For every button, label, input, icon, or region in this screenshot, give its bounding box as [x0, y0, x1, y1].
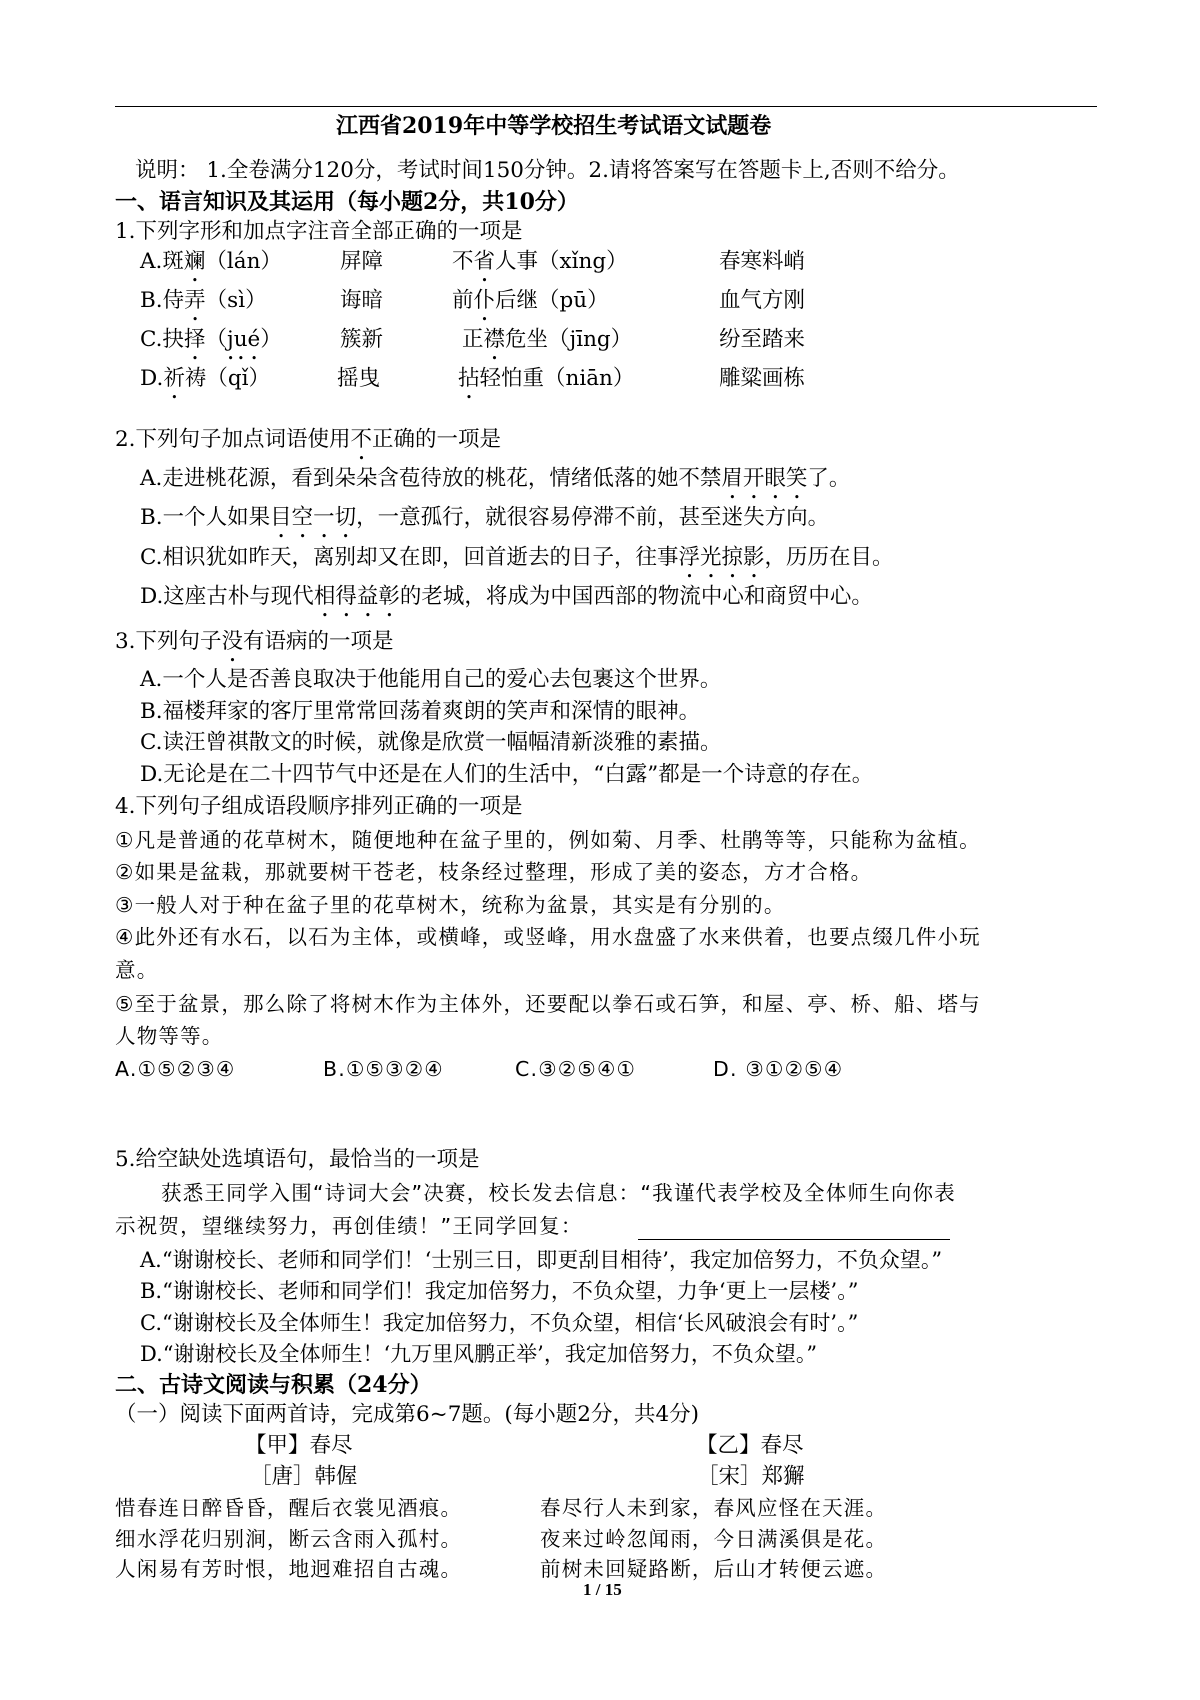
q1-stem: 1.下列字形和加点字注音全部正确的一项是	[115, 219, 523, 244]
q1-c-word4: 纷至踏来	[719, 327, 806, 352]
q5-passage-line-1: 获悉王同学入围“诗词大会”决赛，校长发去信息：“我谨代表学校及全体师生向你表	[161, 1181, 956, 1205]
q1b3-dotted: 仆	[473, 288, 496, 313]
q5-passage-line-2: 示祝贺，望继续努力，再创佳绩！”王同学回复：	[115, 1214, 583, 1238]
q3-option-d: D.无论是在二十四节气中还是在人们的生活中，“白露”都是一个诗意的存在。	[140, 762, 874, 787]
poem-b-title: 【乙】春尽	[696, 1433, 804, 1458]
q1c3-post: 危坐（jīng）	[505, 327, 633, 352]
q2a-post: 了。	[807, 466, 851, 491]
q1-option-b	[140, 286, 267, 326]
q1b-dotted: 弄	[184, 288, 206, 313]
header-rule	[115, 106, 1097, 107]
q1d3-dotted: 拈	[458, 366, 480, 391]
q5-stem: 5.给空缺处选填语句，最恰当的一项是	[115, 1147, 480, 1172]
q1a-post: （lán）	[205, 249, 282, 274]
q1a3-dotted: 省	[473, 249, 496, 274]
q3-option-a: A.一个人是否善良取决于他能用自己的爱心去包裹这个世界。	[140, 667, 722, 692]
poem-a-title: 【甲】春尽	[245, 1433, 353, 1458]
q4-sentence-2: ②如果是盆栽，那就要树干苍老，枝条经过整理，形成了美的姿态，方才合格。	[115, 860, 873, 884]
q1-d-word4: 雕粱画栋	[719, 366, 806, 391]
q1-c-word2: 簇新	[340, 327, 384, 352]
q2d-dotted: 相得益彰	[313, 584, 400, 609]
q4-sentence-4-cont: 意。	[115, 958, 159, 982]
poem-b-line-3: 前树未回疑路断，后山才转便云遮。	[540, 1557, 888, 1581]
poem-b-line-2: 夜来过岭忽闻雨，今日满溪俱是花。	[540, 1527, 888, 1551]
section-heading-2: 二、古诗文阅读与积累（24分）	[115, 1372, 432, 1398]
q3-option-c: C.读汪曾祺散文的时候，就像是欣赏一幅幅清新淡雅的素描。	[140, 730, 722, 755]
q5-option-b: B.“谢谢校长、老师和同学们！我定加倍努力，不负众望，力争‘更上一层楼’。”	[140, 1279, 859, 1303]
q2c-dotted: 浮光掠影	[678, 545, 765, 570]
poem-a-line-1: 惜春连日醉昏昏，醒后衣裳见酒痕。	[115, 1496, 463, 1520]
q4-stem: 4.下列句子组成语段顺序排列正确的一项是	[115, 794, 523, 819]
q1-b-word4: 血气方刚	[719, 288, 806, 313]
q4-option-c: C.③②⑤④①	[515, 1057, 637, 1081]
q4-option-b: B.①⑤③②④	[323, 1057, 444, 1081]
q3-option-b: B.福楼拜家的客厅里常常回荡着爽朗的笑声和深情的眼神。	[140, 699, 701, 724]
q2-option-a	[140, 464, 850, 504]
q1a-pre: A.斑	[140, 249, 184, 274]
q1c-pre: C.抉	[140, 327, 185, 352]
part2-sub-heading: （一）阅读下面两首诗，完成第6~7题。(每小题2分，共4分)	[115, 1402, 700, 1427]
q2c-pre: C.相识犹如昨天，离别却又在即，回首逝去的日子，往事	[140, 545, 679, 570]
poem-a-line-3: 人闲易有芳时恨，地迥难招自古魂。	[115, 1557, 463, 1581]
q4-sentence-5: ⑤至于盆景，那么除了将树木作为主体外，还要配以拳石或石笋，和屋、亭、桥、船、塔与	[115, 992, 981, 1016]
q2-stem	[115, 425, 501, 465]
q4-sentence-1: ①凡是普通的花草树木，随便地种在盆子里的，例如菊、月季、杜鹃等等，只能称为盆植。	[115, 828, 981, 852]
q5-option-a: A.“谢谢校长、老师和同学们！‘士别三日，即更刮目相待’，我定加倍努力，不负众望。”	[140, 1248, 943, 1272]
q2a-dotted: 眉开眼笑	[721, 466, 808, 491]
q5-answer-blank	[638, 1239, 950, 1240]
q1-a-word3	[452, 247, 628, 287]
q4-option-a: A.①⑤②③④	[115, 1057, 236, 1081]
q1c3-pre: 正	[462, 327, 484, 352]
q1a3-pre: 不	[452, 249, 474, 274]
q2d-post: 的老城，将成为中国西部的物流中心和商贸中心。	[399, 584, 873, 609]
q2c-post: ，历历在目。	[764, 545, 894, 570]
q1a3-post: 人事（xǐng）	[495, 249, 628, 274]
poem-a-author: ［唐］韩偓	[250, 1464, 358, 1489]
q1d-post: 祷（qǐ）	[184, 366, 270, 391]
poem-a-line-2: 细水浮花归别涧，断云含雨入孤村。	[115, 1527, 463, 1551]
q5-option-d: D.“谢谢校长及全体师生！‘九万里风鹏正举’，我定加倍努力，不负众望。”	[140, 1342, 818, 1366]
q2d-pre: D.这座古朴与现代	[140, 584, 314, 609]
q2-stem-dotted: 不	[350, 427, 373, 452]
q3-stem-post: 有语病的一项是	[243, 629, 394, 654]
section-heading-1: 一、语言知识及其运用（每小题2分，共10分）	[115, 189, 579, 215]
q1-d-word2: 摇曳	[337, 366, 381, 391]
exam-title: 江西省2019年中等学校招生考试语文试题卷	[336, 113, 772, 139]
q1b3-post: 后继（pū）	[495, 288, 609, 313]
q4-sentence-4: ④此外还有水石，以石为主体，或横峰，或竖峰，用水盘盛了水来供着，也要点缀几件小玩	[115, 925, 981, 949]
q1-b-word3	[452, 286, 609, 326]
q1-d-word3	[458, 364, 634, 404]
q1c-dotted: 择（jué）	[184, 327, 282, 352]
q1-b-word2: 诲暗	[340, 288, 384, 313]
page-number: 1 / 15	[583, 1580, 622, 1599]
q1d-pre: D.	[140, 366, 164, 391]
poem-b-line-1: 春尽行人未到家，春风应怪在天涯。	[540, 1496, 888, 1520]
q3-stem-dotted: 没	[221, 629, 244, 654]
q2a-pre: A.走进桃花源，看到朵朵含苞待放的桃花，情绪低落的她不禁	[140, 466, 722, 491]
q4-sentence-3: ③一般人对于种在盆子里的花草树木，统称为盆景，其实是有分别的。	[115, 893, 786, 917]
q2-stem-post: 正确的一项是	[372, 427, 502, 452]
q4-sentence-5-cont: 人物等等。	[115, 1024, 224, 1048]
q1a-dotted: 斓	[183, 249, 206, 274]
q2b-post: ，一意孤行，就很容易停滞不前，甚至迷失方向。	[356, 505, 830, 530]
q1-option-d	[140, 364, 270, 404]
poem-b-author: ［宋］郑獬	[697, 1464, 805, 1489]
q1-option-a	[140, 247, 282, 287]
q1-a-word2: 屏障	[340, 249, 384, 274]
q5-option-c: C.“谢谢校长及全体师生！我定加倍努力，不负众望，相信‘长风破浪会有时’。”	[140, 1311, 859, 1335]
q1d3-post: 轻怕重（niān）	[479, 366, 635, 391]
q1-a-word4: 春寒料峭	[719, 249, 806, 274]
q1b3-pre: 前	[452, 288, 474, 313]
exam-notice: 说明： 1.全卷满分120分，考试时间150分钟。2.请将答案写在答题卡上,否则不给分。	[135, 158, 960, 183]
q1b-post: （sì）	[205, 288, 267, 313]
q1-option-c	[140, 325, 282, 365]
q3-stem-pre: 3.下列句子	[115, 629, 222, 654]
q1d-dotted: 祈	[163, 366, 185, 391]
q1b-pre: B.侍	[140, 288, 185, 313]
q1-c-word3	[462, 325, 632, 365]
q2-option-d	[140, 582, 873, 622]
q4-option-d: D. ③①②⑤④	[713, 1057, 844, 1081]
q2-option-c	[140, 543, 894, 583]
q2-stem-pre: 2.下列句子加点词语使用	[115, 427, 351, 452]
q3-stem	[115, 627, 394, 667]
q2-option-b	[140, 503, 829, 543]
q1c3-dotted: 襟	[483, 327, 506, 352]
q2b-dotted: 目空一切	[270, 505, 357, 530]
q2b-pre: B.一个人如果	[140, 505, 271, 530]
